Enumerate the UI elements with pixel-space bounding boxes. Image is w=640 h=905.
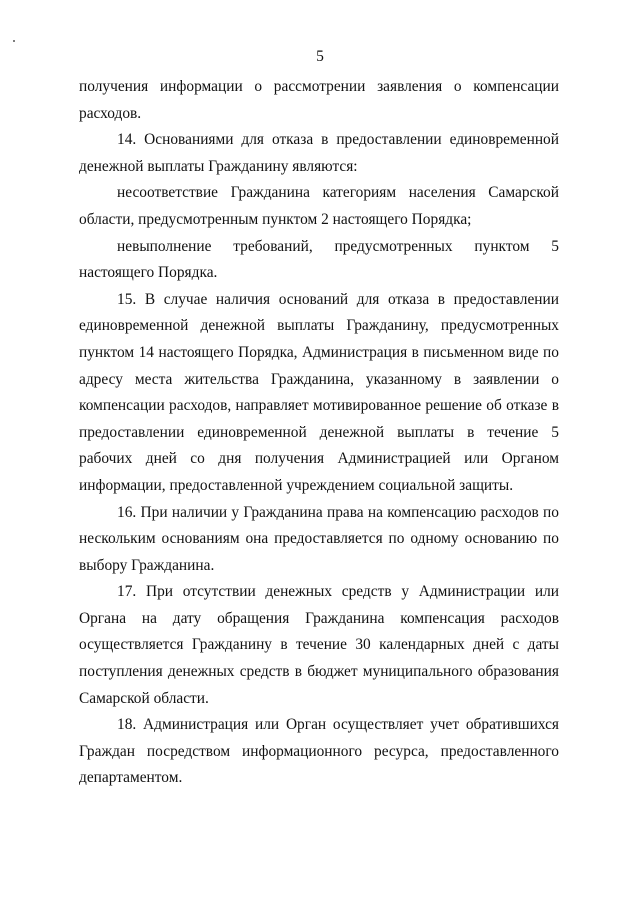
paragraph-14-item-2: невыполнение требований, предусмотренных пунктом 5 настоящего Порядка. — [79, 237, 559, 282]
paragraph-14-item-1: несоответствие Гражданина категориям населения Самарской области, предусмотренным пунктом 2 настоящего Порядка; — [79, 184, 559, 228]
paragraph-18: 18. Администрация или Орган осуществляет учет обратившихся Граждан посредством информационного ресурса, предоставленного департаментом. — [79, 716, 559, 787]
page-number: 5 — [316, 48, 324, 65]
document-body — [79, 74, 559, 792]
paragraph-17: 17. При отсутствии денежных средств у Администрации или Органа на дату обращения Гражданина компенсация расходов осуществляется Гражданину в течение 30 календарных дней с даты поступления денежных средств в бюджет муниципального образования Самарской области. — [79, 583, 559, 707]
scan-speck — [13, 40, 15, 42]
paragraph-continuation: получения информации о рассмотрении заявления о компенсации расходов. — [79, 78, 559, 122]
paragraph-15: 15. В случае наличия оснований для отказа в предоставлении единовременной денежной выплаты Гражданину, предусмотренных пунктом 14 настоящего Порядка, Администрация в письменном виде по адресу места жительства Гражданина, указанному в заявлении о компенсации расходов, направляет мотивированное решение об отказе в предоставлении единовременной денежной выплаты в течение 5 рабочих дней со дня получения Администрацией или Органом информации, предоставленной учреждением социальной защиты. — [79, 290, 559, 494]
paragraph-16: 16. При наличии у Гражданина права на компенсацию расходов по нескольким основаниям она предоставляется по одному основанию по выбору Гражданина. — [79, 503, 559, 574]
paragraph-14: 14. Основаниями для отказа в предоставлении единовременной денежной выплаты Гражданину являются: — [79, 131, 559, 175]
